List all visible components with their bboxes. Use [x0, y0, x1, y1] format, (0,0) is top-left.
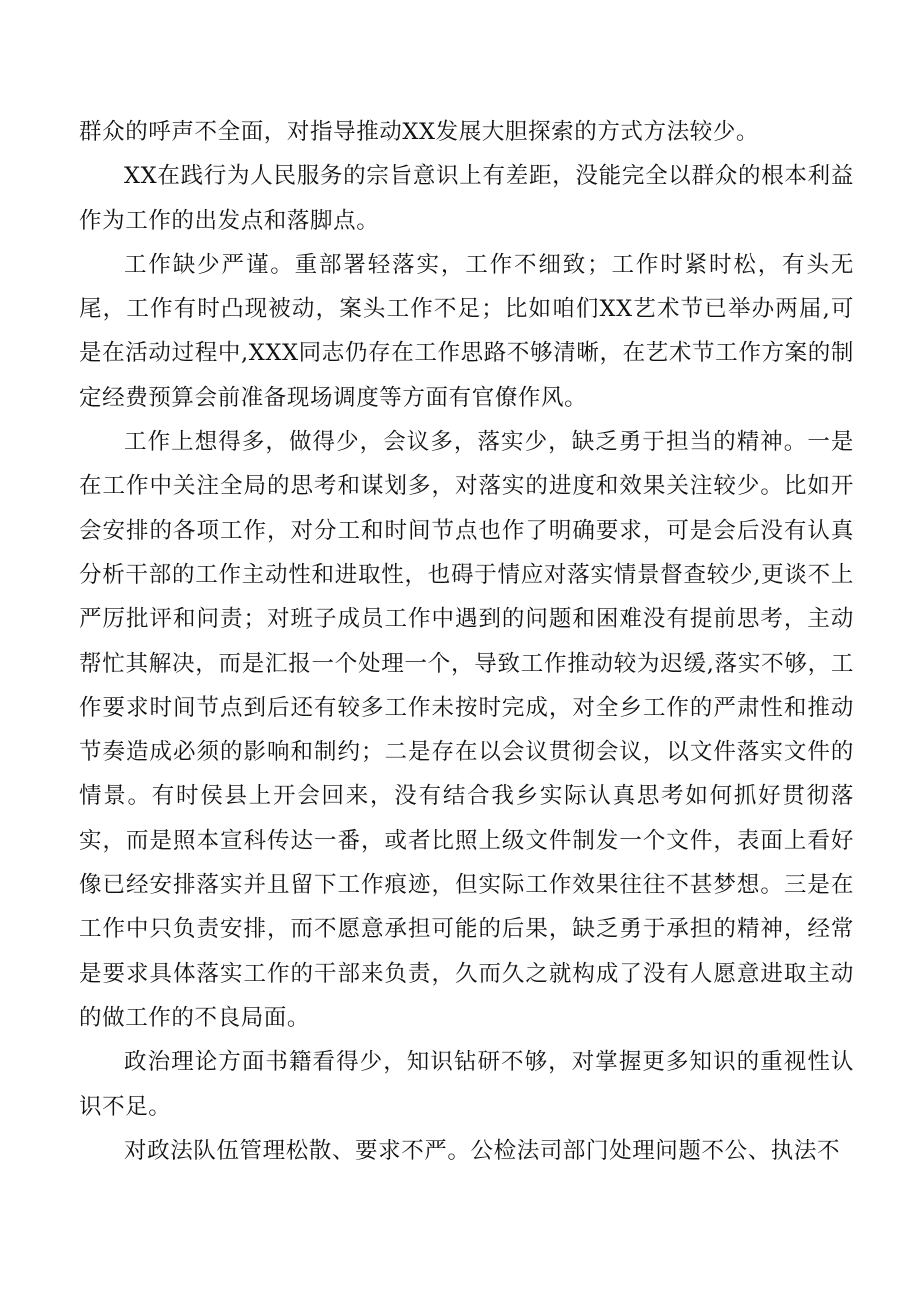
paragraph-theory-study: 政治理论方面书籍看得少，知识钻研不够，对掌握更多知识的重视性认识不足。 — [79, 1049, 854, 1120]
paragraph-meetings-over-action: 工作上想得多，做得少，会议多，落实少，缺乏勇于担当的精神。一是在工作中关注全局的思考和谋划多，对落实的进度和效果关注较少。比如开会安排的各项工作，对分工和时间节点也作了明确要求，可是会后没有认真分析干部的工作主动性和进取性，也碍于情应对落实情景督查较少,更谈不上严厉批评和问责；对班子成员工作中遇到的问题和困难没有提前思考，主动帮忙其解决，而是汇报一个处理一个，导致工作推动较为迟缓,落实不够，工作要求时间节点到后还有较多工作未按时完成，对全乡工作的严肃性和推动节奏造成必须的影响和制约；二是存在以会议贯彻会议，以文件落实文件的情景。有时侯县上开会回来，没有结合我乡实际认真思考如何抓好贯彻落实，而是照本宣科传达一番，或者比照上级文件制发一个文件，表面上看好像已经安排落实并且留下工作痕迹，但实际工作效果往往不甚梦想。三是在工作中只负责安排，而不愿意承担可能的后果，缺乏勇于承担的精神，经常是要求具体落实工作的干部来负责，久而久之就构成了没有人愿意进取主动的做工作的不良局面。 — [79, 429, 854, 1031]
paragraph-lack-of-rigor: 工作缺少严谨。重部署轻落实，工作不细致；工作时紧时松，有头无尾，工作有时凸现被动，案头工作不足；比如咱们XX艺术节已举办两届,可是在活动过程中,XXX同志仍存在工作思路不够清晰，在艺术节工作方案的制定经费预算会前准备现场调度等方面有官僚作风。 — [79, 251, 854, 411]
paragraph-service-gap: XX在践行为人民服务的宗旨意识上有差距，没能完全以群众的根本利益作为工作的出发点和落脚点。 — [79, 163, 854, 234]
paragraph-law-team-management: 对政法队伍管理松散、要求不严。公检法司部门处理问题不公、执法不 — [124, 1137, 841, 1164]
paragraph-continuation: 群众的呼声不全面，对指导推动XX发展大胆探索的方式方法较少。 — [79, 119, 760, 145]
document-body — [79, 110, 854, 1173]
